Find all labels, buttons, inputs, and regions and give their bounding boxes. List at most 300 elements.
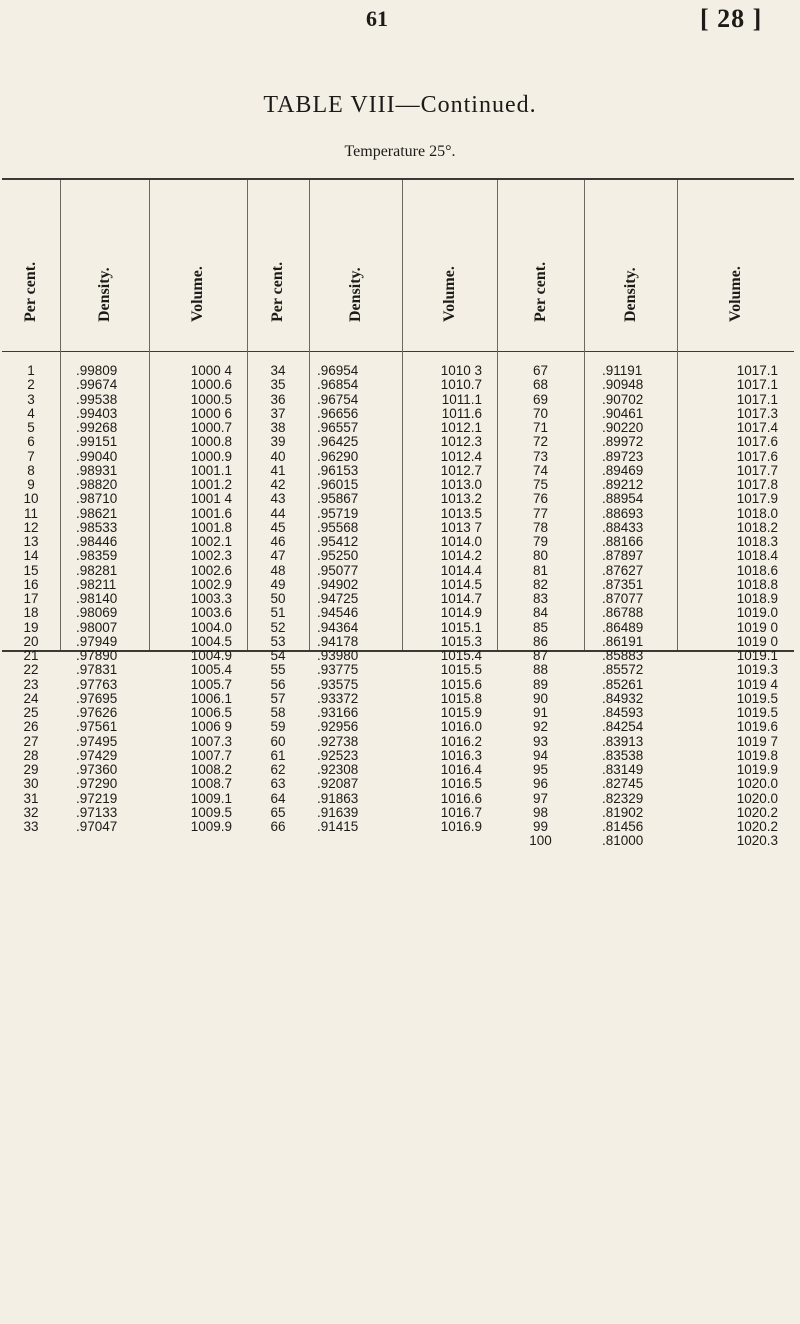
table-cell: 1019.8 <box>736 747 778 763</box>
data-table <box>2 178 794 849</box>
table-cell: 15 <box>23 562 39 578</box>
table-cell: .86788 <box>602 605 644 621</box>
table-cell: 1018.0 <box>736 505 778 521</box>
table-cell: .98140 <box>76 591 118 606</box>
column-header-label: Per cent. <box>269 261 286 322</box>
table-cell: 1017.1 <box>736 363 778 378</box>
table-cell: 1017.7 <box>736 462 778 478</box>
table-cell: .93166 <box>317 705 359 720</box>
table-cell: 33 <box>23 819 39 834</box>
column-header <box>149 180 247 350</box>
table-cell: 1002.9 <box>190 576 232 592</box>
table-cell: .98820 <box>76 477 118 492</box>
table-cell: 50 <box>270 591 286 606</box>
table-cell: .84932 <box>602 690 644 706</box>
table-cell: 1009.9 <box>190 819 232 834</box>
table-cell: .90948 <box>602 377 644 393</box>
table-cell: .86191 <box>602 633 644 649</box>
table-cell: .81000 <box>602 833 644 849</box>
table-cell: 1019 0 <box>736 633 778 649</box>
table-cell: .97561 <box>76 719 118 735</box>
table-cell: 98 <box>532 804 549 820</box>
table-cell: 93 <box>532 733 549 749</box>
table-cell: 47 <box>270 548 286 564</box>
column-header <box>402 180 497 350</box>
table-cell: .88166 <box>602 534 644 549</box>
table-cell: 96 <box>532 776 549 792</box>
table-cell: 97 <box>532 790 549 806</box>
table-cell: .93980 <box>317 648 359 663</box>
table-cell: 1016.3 <box>440 747 482 763</box>
table-cell: 85 <box>532 619 549 635</box>
table-cell: 44 <box>270 505 286 521</box>
table-cell: 1016.0 <box>440 719 482 735</box>
table-cell: .97219 <box>76 790 118 806</box>
table-cell: 1013.2 <box>440 491 482 507</box>
table-cell: 26 <box>23 719 39 735</box>
table-cell: 1018.2 <box>736 519 778 535</box>
table-cell: 1018.3 <box>736 534 778 549</box>
table-cell: 3 <box>27 391 35 407</box>
table-cell: 1019.5 <box>736 690 778 706</box>
table-cell: .94546 <box>317 605 359 621</box>
table-cell: .87627 <box>602 562 644 578</box>
table-cell: 20 <box>23 633 39 649</box>
table-cell: 18 <box>23 605 39 621</box>
table-cell: 27 <box>23 733 39 749</box>
table-cell: 25 <box>23 705 39 720</box>
table-cell: .87351 <box>602 576 644 592</box>
table-cell: .85261 <box>602 676 644 692</box>
table-cell: .97047 <box>76 819 118 834</box>
column-header <box>584 180 677 350</box>
table-cell: .86489 <box>602 619 644 635</box>
table-cell: .97695 <box>76 690 118 706</box>
table-cell: 1019.1 <box>736 648 778 663</box>
table-cell: .95568 <box>317 519 359 535</box>
percent-column <box>497 364 584 849</box>
table-cell: .96290 <box>317 448 359 464</box>
table-cell: .87897 <box>602 548 644 564</box>
table-cell: 16 <box>23 576 39 592</box>
table-cell: 1000.8 <box>190 434 232 450</box>
table-cell: .97626 <box>76 705 118 720</box>
table-cell: .97949 <box>76 633 118 649</box>
table-cell: .93372 <box>317 690 359 706</box>
table-cell: 1002.3 <box>190 548 232 564</box>
volume-column <box>152 364 232 834</box>
table-cell: 1000 6 <box>190 405 232 421</box>
table-cell: 1019.0 <box>736 605 778 621</box>
table-cell: .98710 <box>76 491 118 507</box>
table-cell: 1020.2 <box>736 819 778 834</box>
table-cell: 1018.9 <box>736 591 778 606</box>
table-cell: 62 <box>270 762 286 777</box>
page-number-right: [ 28 ] <box>700 4 763 33</box>
table-cell: 1000.9 <box>190 448 232 464</box>
table-cell: .96656 <box>317 405 359 421</box>
table-cell: 1002.6 <box>190 562 232 578</box>
table-cell: .97290 <box>76 776 118 792</box>
table-cell: 1002.1 <box>190 534 232 549</box>
table-cell: .98359 <box>76 548 118 564</box>
table-cell: 76 <box>532 491 549 507</box>
table-cell: 1014.7 <box>440 591 482 606</box>
table-cell: .91639 <box>317 804 359 820</box>
table-cell: 1017.9 <box>736 491 778 507</box>
table-cell: 51 <box>270 605 286 621</box>
table-cell: .96557 <box>317 420 359 435</box>
table-cell: .89212 <box>602 477 644 492</box>
table-cell: .84593 <box>602 705 644 720</box>
table-cell: 1009.5 <box>190 804 232 820</box>
table-cell: 1015.3 <box>440 633 482 649</box>
table-cell: 24 <box>23 690 39 706</box>
table-cell: 1016.7 <box>440 804 482 820</box>
table-cell: 1001 4 <box>190 491 232 507</box>
table-cell: .91863 <box>317 790 359 806</box>
table-cell: .92956 <box>317 719 359 735</box>
table-title: TABLE VIII—Continued. <box>263 92 537 118</box>
table-cell: 1020.2 <box>736 804 778 820</box>
table-cell: 1017.8 <box>736 477 778 492</box>
table-cell: .90461 <box>602 405 644 421</box>
table-cell: 1017.4 <box>736 420 778 435</box>
table-cell: 55 <box>270 662 286 678</box>
table-cell: 48 <box>270 562 286 578</box>
table-cell: .97360 <box>76 762 118 777</box>
table-cell: 1013 7 <box>440 519 482 535</box>
table-cell: 1008.2 <box>190 762 232 777</box>
table-cell: 92 <box>532 719 549 735</box>
table-cell: 1019 7 <box>736 733 778 749</box>
table-cell: 1017.6 <box>736 448 778 464</box>
table-cell: 73 <box>532 448 549 464</box>
table-cell: 1017.3 <box>736 405 778 421</box>
table-cell: .83913 <box>602 733 644 749</box>
table-cell: .97763 <box>76 676 118 692</box>
table-cell: 1000.7 <box>190 420 232 435</box>
table-cell: .94178 <box>317 633 359 649</box>
table-cell: 1012.7 <box>440 462 482 478</box>
table-cell: 1012.4 <box>440 448 482 464</box>
table-cell: 21 <box>23 648 39 663</box>
table-cell: 1019 0 <box>736 619 778 635</box>
table-cell: 58 <box>270 705 286 720</box>
table-cell: 1016.9 <box>440 819 482 834</box>
table-cell: .97133 <box>76 804 118 820</box>
table-cell: 99 <box>532 819 549 834</box>
table-cell: 43 <box>270 491 286 507</box>
table-cell: 56 <box>270 676 286 692</box>
table-cell: 1017.6 <box>736 434 778 450</box>
table-cell: 1020.0 <box>736 790 778 806</box>
table-cell: .98533 <box>76 519 118 535</box>
column-header-label: Density. <box>95 267 113 322</box>
table-cell: 78 <box>532 519 549 535</box>
table-cell: 6 <box>27 434 35 450</box>
table-cell: .93575 <box>317 676 359 692</box>
table-cell: 1014.4 <box>440 562 482 578</box>
table-cell: 1019.5 <box>736 705 778 720</box>
column-header-label: Volume. <box>189 266 206 322</box>
table-cell: 53 <box>270 633 286 649</box>
table-cell: 1014.0 <box>440 534 482 549</box>
table-cell: 1018.6 <box>736 562 778 578</box>
table-cell: .92738 <box>317 733 359 749</box>
table-cell: .97890 <box>76 648 118 663</box>
table-cell: 1006.1 <box>190 690 232 706</box>
table-cell: 77 <box>532 505 549 521</box>
table-cell: 74 <box>532 462 549 478</box>
table-cell: .95250 <box>317 548 359 564</box>
table-cell: .94902 <box>317 576 359 592</box>
table-cell: 9 <box>27 477 35 492</box>
table-cell: 1000.6 <box>190 377 232 393</box>
table-cell: .89469 <box>602 462 644 478</box>
table-cell: 1020.3 <box>736 833 778 849</box>
volume-column <box>682 364 778 849</box>
table-cell: 1016.6 <box>440 790 482 806</box>
table-cell: 1015.4 <box>440 648 482 663</box>
table-cell: .85572 <box>602 662 644 678</box>
table-cell: 1000 4 <box>190 363 232 378</box>
table-cell: 1004.0 <box>190 619 232 635</box>
table-cell: .92523 <box>317 747 359 763</box>
table-cell: 63 <box>270 776 286 792</box>
table-cell: 1007.3 <box>190 733 232 749</box>
table-cell: 84 <box>532 605 549 621</box>
table-cell: 52 <box>270 619 286 635</box>
column-header-label: Volume. <box>440 266 458 322</box>
table-cell: .83149 <box>602 762 644 777</box>
table-cell: 1004.9 <box>190 648 232 663</box>
table-cell: .88433 <box>602 519 644 535</box>
table-cell: 83 <box>532 591 549 606</box>
table-cell: 79 <box>532 534 549 549</box>
table-cell: 42 <box>270 477 286 492</box>
table-cell: .98069 <box>76 605 118 621</box>
column-header <box>60 180 149 350</box>
table-cell: 1006 9 <box>190 719 232 735</box>
table-cell: 37 <box>270 405 286 421</box>
table-cell: 1014.9 <box>440 605 482 621</box>
table-cell: 1017.1 <box>736 391 778 407</box>
table-cell: 60 <box>270 733 286 749</box>
table-cell: .99268 <box>76 420 118 435</box>
table-cell: 67 <box>532 363 549 378</box>
table-cell: 1019.6 <box>736 719 778 735</box>
table-cell: .88954 <box>602 491 644 507</box>
table-cell: .82329 <box>602 790 644 806</box>
table-cell: 49 <box>270 576 286 592</box>
table-cell: 1007.7 <box>190 747 232 763</box>
table-cell: 45 <box>270 519 286 535</box>
table-cell: .81456 <box>602 819 644 834</box>
table-cell: 1003.3 <box>190 591 232 606</box>
table-cell: .97429 <box>76 747 118 763</box>
table-cell: 72 <box>532 434 549 450</box>
table-cell: .96425 <box>317 434 359 450</box>
table-cell: 23 <box>23 676 39 692</box>
table-cell: 1016.4 <box>440 762 482 777</box>
table-cell: 100 <box>529 833 552 849</box>
table-cell: 36 <box>270 391 286 407</box>
table-cell: .95077 <box>317 562 359 578</box>
table-cell: 40 <box>270 448 286 464</box>
table-cell: 19 <box>23 619 39 635</box>
table-cell: 66 <box>270 819 286 834</box>
table-cell: 59 <box>270 719 286 735</box>
table-cell: 1016.2 <box>440 733 482 749</box>
table-cell: 32 <box>23 804 39 820</box>
table-cell: .94725 <box>317 591 359 606</box>
column-header-label: Density. <box>621 267 639 322</box>
table-cell: 14 <box>23 548 39 564</box>
table-cell: .98281 <box>76 562 118 578</box>
table-cell: 38 <box>270 420 286 435</box>
table-cell: .95719 <box>317 505 359 521</box>
column-header <box>247 180 309 350</box>
table-cell: 5 <box>27 420 35 435</box>
table-cell: 70 <box>532 405 549 421</box>
table-cell: 1016.5 <box>440 776 482 792</box>
table-cell: 39 <box>270 434 286 450</box>
table-subtitle: Temperature 25°. <box>344 143 456 160</box>
table-cell: 88 <box>532 662 549 678</box>
column-header <box>2 180 60 350</box>
table-cell: .98621 <box>76 505 118 521</box>
table-cell: 31 <box>23 790 39 806</box>
table-cell: 1015.6 <box>440 676 482 692</box>
table-cell: .85883 <box>602 648 644 663</box>
table-cell: .99151 <box>76 434 118 450</box>
table-cell: 34 <box>270 363 286 378</box>
table-cell: 7 <box>27 448 35 464</box>
table-cell: 82 <box>532 576 549 592</box>
table-cell: 1020.0 <box>736 776 778 792</box>
table-cell: .89723 <box>602 448 644 464</box>
column-header-label: Density. <box>346 267 364 322</box>
table-cell: 1013.0 <box>440 477 482 492</box>
table-cell: .96854 <box>317 377 359 393</box>
table-cell: 8 <box>27 462 35 478</box>
column-header-label: Per cent. <box>531 261 549 322</box>
table-cell: 29 <box>23 762 39 777</box>
table-cell: 1011.1 <box>441 391 482 407</box>
table-cell: 61 <box>270 747 286 763</box>
table-cell: 46 <box>270 534 286 549</box>
table-cell: .90702 <box>602 391 644 407</box>
table-cell: 13 <box>23 534 39 549</box>
page-number-left: 61 <box>366 6 388 31</box>
table-cell: 1000.5 <box>190 391 232 407</box>
table-cell: 1018.4 <box>736 548 778 564</box>
table-cell: 1010.7 <box>440 377 482 393</box>
table-cell: 1014.2 <box>440 548 482 564</box>
density-column <box>317 364 397 834</box>
table-cell: 1009.1 <box>190 790 232 806</box>
column-header <box>497 180 584 350</box>
table-cell: 1015.1 <box>440 619 482 635</box>
table-cell: 30 <box>23 776 39 792</box>
table-cell: .81902 <box>602 804 644 820</box>
table-cell: 1010 3 <box>440 363 482 378</box>
table-cell: .95412 <box>317 534 359 549</box>
table-cell: .92308 <box>317 762 359 777</box>
table-cell: 12 <box>23 519 39 535</box>
table-cell: .95867 <box>317 491 359 507</box>
table-cell: 1019.9 <box>736 762 778 777</box>
table-cell: .96954 <box>317 363 359 378</box>
table-cell: 2 <box>27 377 35 393</box>
table-cell: 80 <box>532 548 549 564</box>
table-cell: 1 <box>27 363 35 378</box>
table-cell: 91 <box>532 705 549 720</box>
table-cell: .97831 <box>76 662 118 678</box>
table-cell: 1014.5 <box>440 576 482 592</box>
column-header-label: Volume. <box>726 266 744 322</box>
table-cell: 11 <box>23 505 38 521</box>
table-cell: .98446 <box>76 534 118 549</box>
volume-column <box>402 364 482 834</box>
column-header-label: Per cent. <box>22 261 39 322</box>
table-cell: .90220 <box>602 420 644 435</box>
table-cell: .89972 <box>602 434 644 450</box>
table-cell: .96153 <box>317 462 359 478</box>
column-header <box>677 180 794 350</box>
table-cell: 1015.5 <box>440 662 482 678</box>
table-cell: 1015.8 <box>440 690 482 706</box>
table-cell: 1005.7 <box>190 676 232 692</box>
column-header <box>309 180 402 350</box>
table-cell: 4 <box>27 405 35 421</box>
table-cell: 1001.8 <box>190 519 232 535</box>
table-cell: 10 <box>23 491 39 507</box>
table-cell: 1017.1 <box>736 377 778 393</box>
table-cell: 89 <box>532 676 549 692</box>
table-cell: .99674 <box>76 377 118 393</box>
table-cell: 75 <box>532 477 549 492</box>
table-cell: 57 <box>270 690 286 706</box>
table-cell: .96015 <box>317 477 359 492</box>
table-cell: 1005.4 <box>190 662 232 678</box>
table-cell: 64 <box>270 790 286 806</box>
table-cell: .88693 <box>602 505 644 521</box>
table-cell: 1003.6 <box>190 605 232 621</box>
table-cell: 81 <box>532 562 549 578</box>
table-cell: 41 <box>270 462 286 478</box>
table-cell: .98931 <box>76 462 118 478</box>
table-cell: 54 <box>270 648 286 663</box>
table-cell: .99809 <box>76 363 118 378</box>
table-cell: 69 <box>532 391 549 407</box>
table-cell: .98211 <box>76 576 117 592</box>
table-cell: .91415 <box>317 819 359 834</box>
table-cell: .87077 <box>602 591 644 606</box>
density-column <box>76 364 146 834</box>
table-cell: 1006.5 <box>190 705 232 720</box>
table-cell: 71 <box>532 420 549 435</box>
table-cell: 87 <box>532 648 549 663</box>
table-cell: .82745 <box>602 776 644 792</box>
table-cell: .92087 <box>317 776 359 792</box>
table-cell: 68 <box>532 377 549 393</box>
table-cell: 1008.7 <box>190 776 232 792</box>
table-cell: 1012.1 <box>440 420 482 435</box>
table-cell: 1001.6 <box>190 505 232 521</box>
table-cell: 86 <box>532 633 549 649</box>
